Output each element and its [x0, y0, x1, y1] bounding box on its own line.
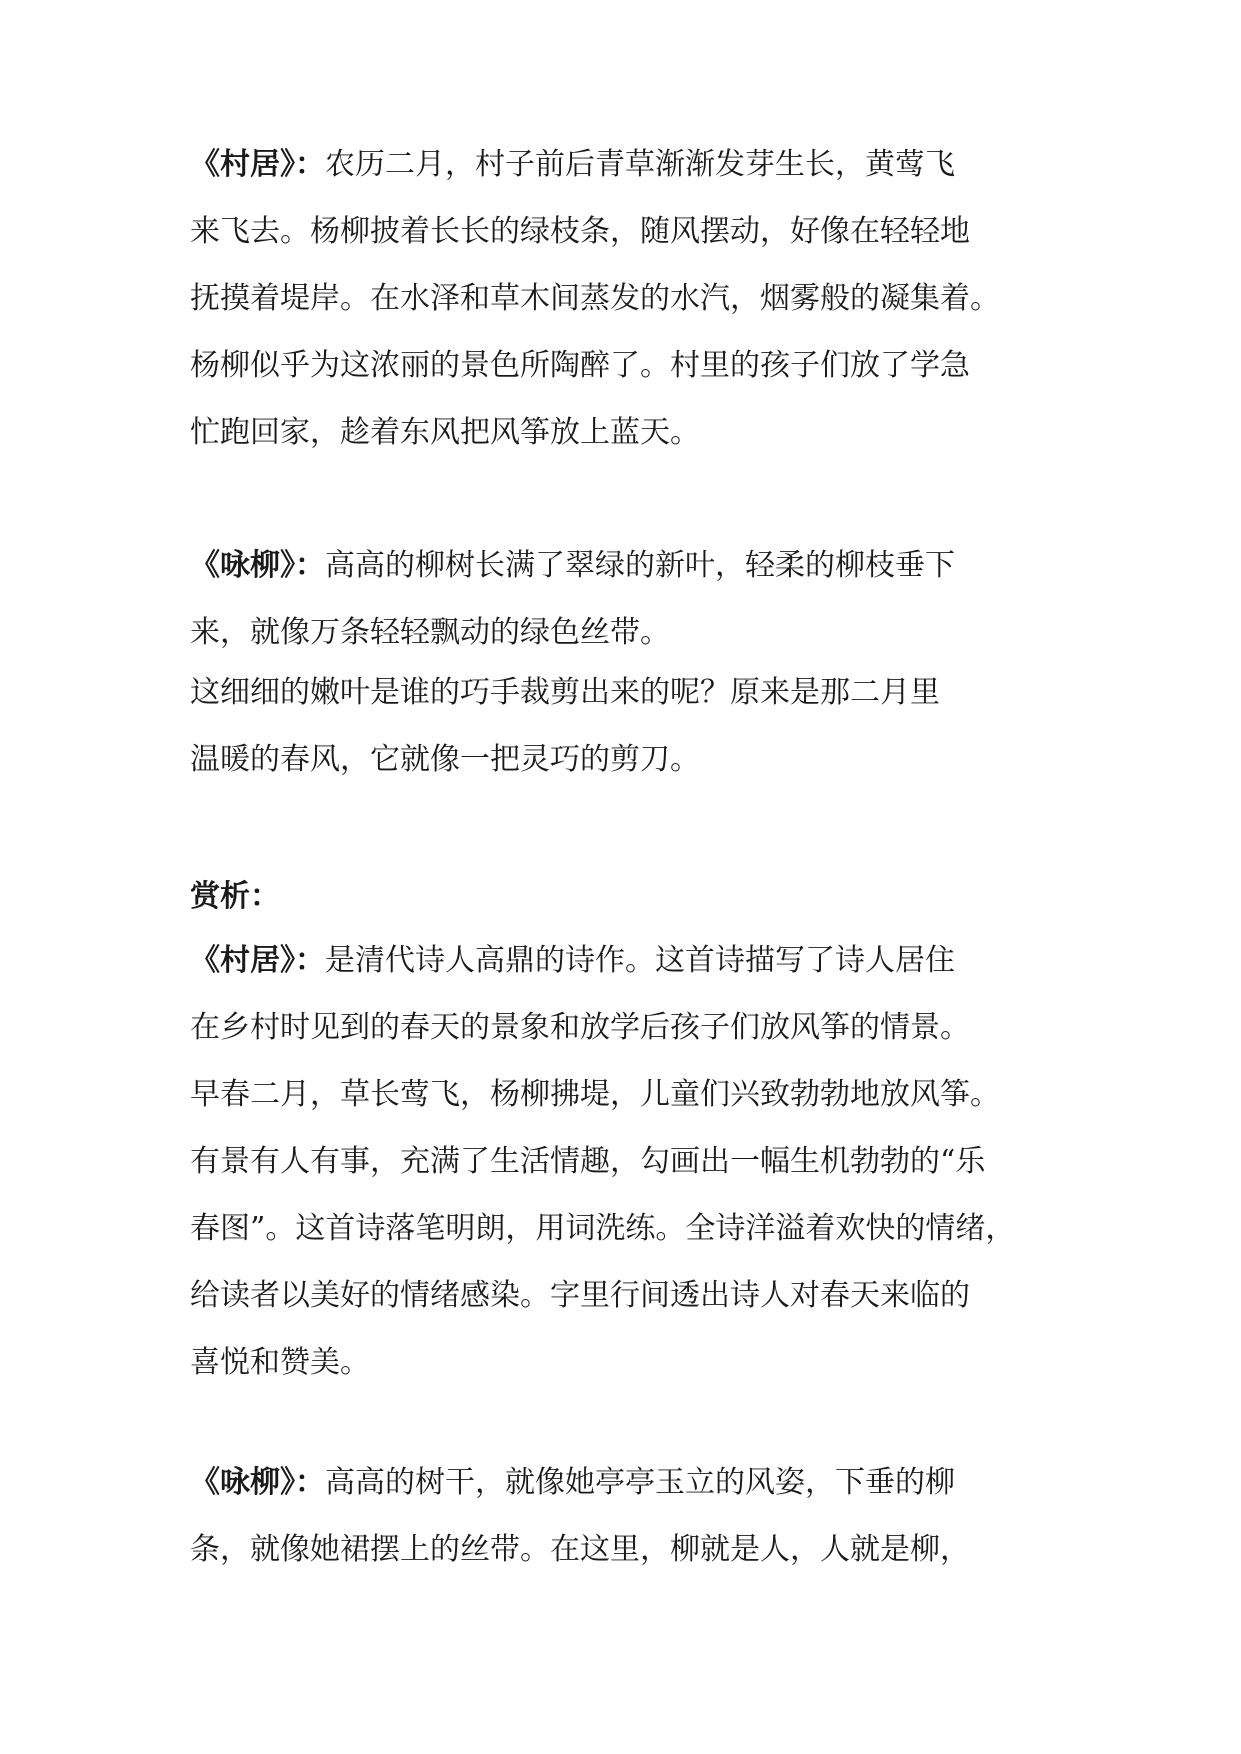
- paragraph-line: [190, 941, 1070, 981]
- paragraph-text: 高高的柳树长满了翠绿的新叶，轻柔的柳枝垂下: [325, 548, 955, 583]
- paragraph-line: 忙跑回家，趁着东风把风筝放上蓝天。: [190, 415, 700, 450]
- paragraph-line: 温暖的春风，它就像一把灵巧的剪刀。: [190, 742, 700, 777]
- cunju-translation: [190, 145, 1070, 453]
- paragraph-line: [190, 546, 1070, 586]
- paragraph-line: 来，就像万条轻轻飘动的绿色丝带。: [190, 615, 670, 650]
- paragraph-line: 早春二月，草长莺飞，杨柳拂堤，儿童们兴致勃勃地放风筝。: [190, 1077, 1000, 1112]
- cunju-analysis: [190, 941, 1070, 1383]
- poem-title-label: 《村居》：: [190, 147, 325, 182]
- paragraph-line: 抚摸着堤岸。在水泽和草木间蒸发的水汽，烟雾般的凝集着。: [190, 281, 1000, 316]
- paragraph-line: 有景有人有事，充满了生活情趣，勾画出一幅生机勃勃的“乐: [190, 1144, 986, 1179]
- paragraph-line: 来飞去。杨柳披着长长的绿枝条，随风摆动，好像在轻轻地: [190, 214, 970, 249]
- analysis-heading: 赏析：: [190, 879, 280, 914]
- paragraph-line: 喜悦和赞美。: [190, 1345, 370, 1380]
- paragraph-text: 农历二月，村子前后青草渐渐发芽生长，黄莺飞: [325, 147, 955, 182]
- analysis-section: [190, 877, 1070, 917]
- paragraph-line: 春图”。这首诗落笔明朗，用词洗练。全诗洋溢着欢快的情绪，: [190, 1211, 1016, 1246]
- paragraph-line: 给读者以美好的情绪感染。字里行间透出诗人对春天来临的: [190, 1278, 970, 1313]
- poem-title-label: 《咏柳》：: [190, 1465, 325, 1500]
- poem-title-label: 《咏柳》：: [190, 548, 325, 583]
- paragraph-line: 杨柳似乎为这浓丽的景色所陶醉了。村里的孩子们放了学急: [190, 348, 970, 383]
- paragraph-line: 这细细的嫩叶是谁的巧手裁剪出来的呢？原来是那二月里: [190, 675, 940, 710]
- yongliu-analysis: [190, 1463, 1070, 1570]
- paragraph-line: [190, 1463, 1070, 1503]
- yongliu-translation: [190, 546, 1070, 780]
- paragraph-line: 条，就像她裙摆上的丝带。在这里，柳就是人，人就是柳，: [190, 1532, 970, 1567]
- paragraph-text: 是清代诗人高鼎的诗作。这首诗描写了诗人居住: [325, 943, 955, 978]
- paragraph-line: [190, 145, 1070, 185]
- paragraph-text: 高高的树干，就像她亭亭玉立的风姿，下垂的柳: [325, 1465, 955, 1500]
- poem-title-label: 《村居》：: [190, 943, 325, 978]
- paragraph-line: 在乡村时见到的春天的景象和放学后孩子们放风筝的情景。: [190, 1010, 970, 1045]
